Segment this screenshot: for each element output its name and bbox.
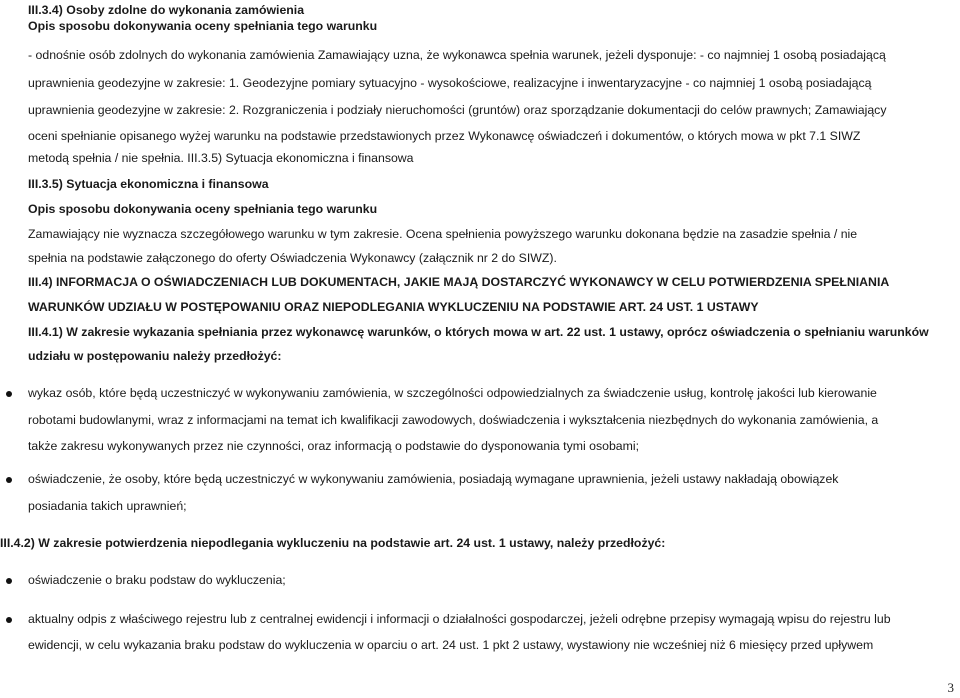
list-item: ewidencji, w celu wykazania braku podstaw do wykluczenia w oparciu o art. 24 ust. 1 pkt 2 ustawy, wystawiony nie wcześniej niż 6 miesięcy przed upływem (28, 638, 874, 652)
list-item: oświadczenie, że osoby, które będą uczestniczyć w wykonywaniu zamówienia, posiadają wymagane uprawnienia, jeżeli ustawy nakładają obowiązek (28, 472, 839, 486)
text-line: metodą spełnia / nie spełnia. III.3.5) Sytuacja ekonomiczna i finansowa (28, 151, 414, 165)
text-line: spełnia na podstawie załączonego do oferty Oświadczenia Wykonawcy (załącznik nr 2 do SIWZ). (28, 251, 557, 265)
list-item: oświadczenie o braku podstaw do wykluczenia; (28, 573, 286, 587)
section-heading-3-4-1-cont: udziału w postępowaniu należy przedłożyć: (28, 349, 282, 363)
section-heading-3-4-1: III.4.1) W zakresie wykazania spełniania przez wykonawcę warunków, o których mowa w art. 22 ust. 1 ustawy, oprócz oświadczenia o spełnianiu warunków (28, 325, 929, 339)
bullet-icon (6, 578, 12, 584)
subheading-ocena: Opis sposobu dokonywania oceny spełniania tego warunku (28, 19, 378, 33)
page-number: 3 (947, 680, 954, 695)
section-heading-3-4: III.3.4) Osoby zdolne do wykonania zamówienia (28, 3, 305, 17)
text-line: uprawnienia geodezyjne w zakresie: 1. Geodezyjne pomiary sytuacyjno - wysokościowe, realizacyjne i inwentaryzacyjne - co najmniej 1 osobą posiadającą (28, 76, 872, 90)
text-line: uprawnienia geodezyjne w zakresie: 2. Rozgraniczenia i podziały nieruchomości (gruntów) oraz sporządzanie dokumentacji do celów prawnych; Zamawiający (28, 103, 887, 117)
list-item: aktualny odpis z właściwego rejestru lub z centralnej ewidencji i informacji o działalności gospodarczej, jeżeli odrębne przepisy wymagają wpisu do rejestru lub (28, 612, 891, 626)
text-line: - odnośnie osób zdolnych do wykonania zamówienia Zamawiający uzna, że wykonawca spełnia warunek, jeżeli dysponuje: - co najmniej 1 osobą posiadającą (28, 48, 886, 62)
section-heading-3-4-2: III.4.2) W zakresie potwierdzenia niepodlegania wykluczeniu na podstawie art. 24 ust. 1 ustawy, należy przedłożyć: (0, 536, 666, 550)
list-item: wykaz osób, które będą uczestniczyć w wykonywaniu zamówienia, w szczególności odpowiedzialnych za świadczenie usług, kontrolę jakości lub kierowanie (28, 386, 877, 400)
section-heading-3-5: III.3.5) Sytuacja ekonomiczna i finansowa (28, 177, 269, 191)
text-line: oceni spełnianie opisanego wyżej warunku na podstawie przedstawionych przez Wykonawcę oświadczeń i dokumentów, o których mowa w pkt 7.1 SIWZ (28, 129, 861, 143)
section-heading-3-4-info: III.4) INFORMACJA O OŚWIADCZENIACH LUB DOKUMENTACH, JAKIE MAJĄ DOSTARCZYĆ WYKONAWCY W CELU POTWIERDZENIA SPEŁNIANIA (28, 275, 890, 289)
bullet-icon (6, 617, 12, 623)
list-item: robotami budowlanymi, wraz z informacjami na temat ich kwalifikacji zawodowych, doświadczenia i wykształcenia niezbędnych do wykonania zamówienia, a (28, 413, 879, 427)
bullet-icon (6, 391, 12, 397)
section-heading-3-4-info-cont: WARUNKÓW UDZIAŁU W POSTĘPOWANIU ORAZ NIEPODLEGANIA WYKLUCZENIU NA PODSTAWIE ART. 24 UST. 1 USTAWY (28, 300, 759, 314)
text-line: Zamawiający nie wyznacza szczegółowego warunku w tym zakresie. Ocena spełnienia powyższego warunku dokonana będzie na zasadzie spełnia / nie (28, 227, 858, 241)
bullet-icon (6, 477, 12, 483)
list-item: także zakresu wykonywanych przez nie czynności, oraz informacją o podstawie do dysponowania tymi osobami; (28, 439, 640, 453)
subheading-ocena: Opis sposobu dokonywania oceny spełniania tego warunku (28, 202, 378, 216)
list-item: posiadania takich uprawnień; (28, 499, 187, 513)
